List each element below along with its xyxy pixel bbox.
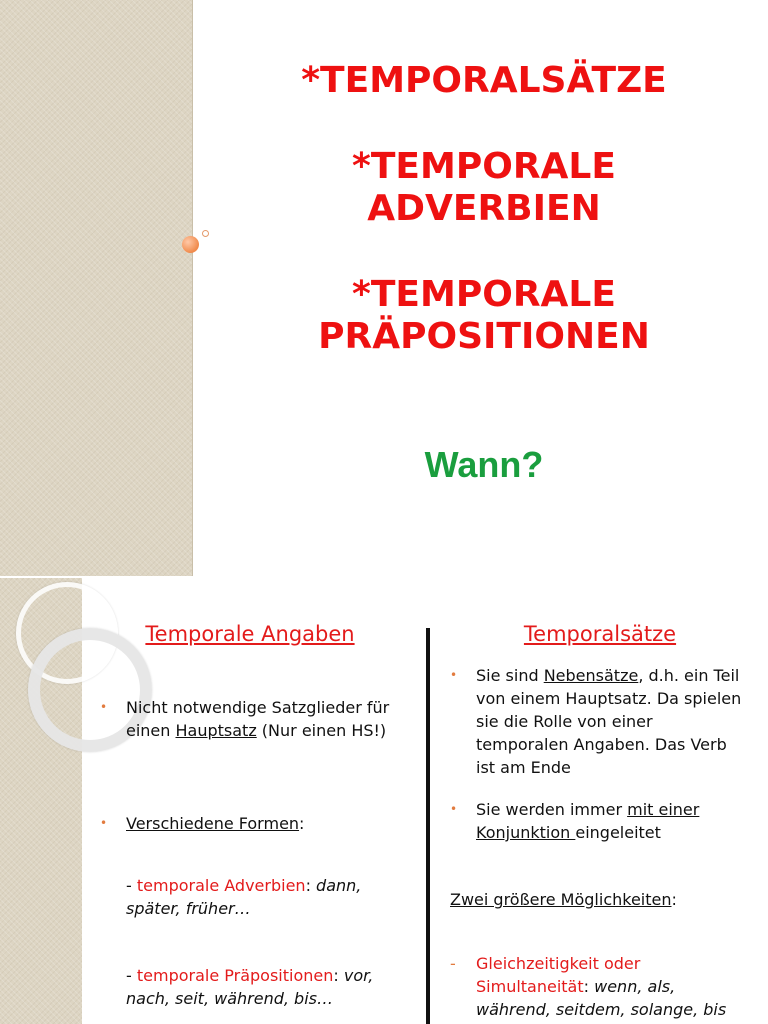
rb1-post: , d.h. ein Teil von einem Hauptsatz. Da spielen sie die Rolle von einer temporalen Angaben. Das Verb ist am Ende: [476, 666, 742, 777]
left-bullet-2: [100, 812, 304, 835]
column-divider: [426, 628, 430, 1024]
right-bullet-1: [450, 664, 750, 779]
orange-circle-icon: [182, 236, 199, 253]
prep-label: temporale Präpositionen: [136, 966, 334, 985]
rb1-underline: Nebensätze: [543, 666, 639, 685]
b2-post: :: [299, 814, 305, 833]
right-zwei: [450, 888, 677, 911]
bullet-dot-icon: •: [450, 802, 458, 816]
b1-pre: Nicht notwendige Satzglieder für einen: [126, 698, 390, 740]
prep-dash: -: [126, 966, 137, 985]
prep-colon: :: [333, 966, 344, 985]
z-post: :: [671, 890, 677, 909]
left-adverbien: [100, 874, 400, 920]
question-text: Wann?: [424, 444, 544, 485]
g-dash: -: [450, 954, 456, 973]
left-bullet-1: [100, 696, 400, 742]
left-praepositionen: [100, 964, 400, 1010]
texture-panel: [0, 0, 193, 576]
rb2-underline: mit einer Konjunktion: [476, 800, 700, 842]
adv-colon: :: [305, 876, 317, 895]
bullet-dot-icon: •: [100, 816, 108, 830]
rb2-pre: Sie werden immer: [476, 800, 628, 819]
adv-dash: -: [126, 876, 137, 895]
right-heading: Temporalsätze: [523, 622, 677, 646]
rb1-pre: Sie sind: [476, 666, 544, 685]
b1-underline: Hauptsatz: [175, 721, 257, 740]
rb2-post: eingeleitet: [575, 823, 661, 842]
b1-post: (Nur einen HS!): [256, 721, 387, 740]
slide-content: [0, 578, 768, 1024]
slide-title-text: [200, 60, 768, 358]
title-line-5: PRÄPOSITIONEN: [318, 316, 650, 357]
b2-underline: Verschiedene Formen: [126, 814, 300, 833]
g-examples: wenn, als, während, seitdem, solange, bis: [476, 977, 727, 1019]
adv-examples: dann, später, früher…: [126, 876, 362, 918]
bullet-dot-icon: •: [100, 700, 108, 714]
right-gleichzeitigkeit: [450, 952, 750, 1021]
title-line-1: *TEMPORALSÄTZE: [301, 60, 667, 101]
z-underline: Zwei größere Möglichkeiten: [450, 890, 672, 909]
prep-examples: vor, nach, seit, während, bis…: [126, 966, 374, 1008]
g-label: Gleichzeitigkeit oder Simultaneität: [476, 954, 641, 996]
left-heading: Temporale Angaben: [145, 622, 355, 646]
bullet-dot-icon: •: [450, 668, 458, 682]
g-colon: :: [583, 977, 595, 996]
title-line-3: ADVERBIEN: [367, 188, 601, 229]
adv-label: temporale Adverbien: [136, 876, 306, 895]
right-bullet-2: [450, 798, 750, 844]
title-line-4: *TEMPORALE: [352, 274, 616, 315]
title-line-2: *TEMPORALE: [352, 146, 616, 187]
